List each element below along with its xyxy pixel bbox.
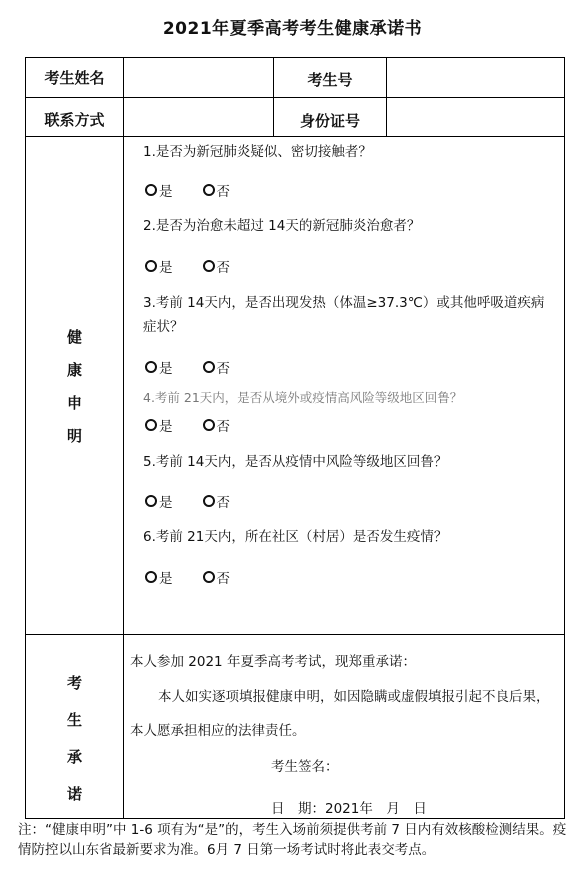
question-6: 6.考前 21天内，所在社区（村居）是否发生疫情？ — [143, 529, 448, 545]
question-2-options — [145, 256, 230, 276]
name-label: 考生姓名 — [44, 69, 105, 87]
q4-yes-option[interactable] — [145, 415, 173, 435]
radio-icon[interactable] — [145, 419, 157, 431]
option-label: 否 — [216, 361, 230, 377]
radio-icon[interactable] — [145, 571, 157, 583]
q6-yes-option[interactable] — [145, 567, 173, 587]
q1-yes-option[interactable] — [145, 180, 173, 200]
id-number-label: 身份证号 — [299, 111, 360, 130]
label-char: 健 — [66, 328, 82, 346]
radio-icon[interactable] — [145, 361, 157, 373]
table-border-bottom — [25, 818, 564, 819]
option-label: 否 — [216, 260, 230, 276]
label-char: 承 — [66, 748, 82, 766]
contact-label: 联系方式 — [44, 110, 105, 129]
date-line: 日 期：2021年 月 日 — [271, 801, 427, 817]
radio-icon[interactable] — [203, 361, 215, 373]
question-1: 1.是否为新冠肺炎疑似、密切接触者？ — [143, 144, 372, 160]
pledge-intro: 本人参加 2021 年夏季高考考试，现郑重承诺： — [130, 654, 416, 670]
label-char: 明 — [66, 427, 82, 445]
q2-yes-option[interactable] — [145, 256, 173, 276]
question-3: 3.考前 14天内，是否出现发热（体温≥37.3℃）或其他呼吸道疾病 — [143, 295, 545, 311]
question-3-options — [145, 357, 230, 377]
table-border-right — [564, 57, 565, 819]
option-label: 是 — [159, 361, 173, 377]
option-label: 否 — [216, 571, 230, 587]
question-4: 4.考前 21天内，是否从境外或疫情高风险等级地区回鲁？ — [143, 390, 463, 405]
q4-no-option[interactable] — [203, 415, 231, 435]
option-label: 否 — [216, 184, 230, 200]
contact-field[interactable] — [124, 98, 273, 136]
footnote: 注：“健康申明”中 1-6 项有为“是”的，考生入场前须提供考前 7 日内有效核酸检测结果。疫情防控以山东省最新要求为准。6月 7 日第一场考试时将此表交考点。 — [18, 822, 567, 858]
option-label: 否 — [216, 495, 230, 511]
q3-yes-option[interactable] — [145, 357, 173, 377]
question-3-continued: 症状？ — [143, 319, 184, 335]
radio-icon[interactable] — [145, 495, 157, 507]
radio-icon[interactable] — [203, 184, 215, 196]
health-declaration-label — [26, 326, 123, 446]
signature-label: 考生签名： — [271, 759, 339, 775]
option-label: 是 — [159, 184, 173, 200]
question-2: 2.是否为治愈未超过 14天的新冠肺炎治愈者？ — [143, 218, 421, 234]
q5-yes-option[interactable] — [145, 491, 173, 511]
option-label: 是 — [159, 571, 173, 587]
option-label: 否 — [216, 419, 230, 435]
label-char: 申 — [66, 394, 82, 412]
q1-no-option[interactable] — [203, 180, 231, 200]
radio-icon[interactable] — [145, 184, 157, 196]
table-rule — [25, 634, 564, 635]
q3-no-option[interactable] — [203, 357, 231, 377]
question-5: 5.考前 14天内，是否从疫情中风险等级地区回鲁？ — [143, 454, 448, 470]
question-6-options — [145, 567, 230, 587]
option-label: 是 — [159, 419, 173, 435]
option-label: 是 — [159, 495, 173, 511]
radio-icon[interactable] — [203, 571, 215, 583]
pledge-label — [26, 672, 123, 804]
radio-icon[interactable] — [145, 260, 157, 272]
radio-icon[interactable] — [203, 419, 215, 431]
q6-no-option[interactable] — [203, 567, 231, 587]
pledge-line-1: 本人如实逐项填报健康申明，如因隐瞒或虚假填报引起不良后果， — [158, 689, 550, 705]
question-1-options — [145, 180, 230, 200]
label-char: 考 — [66, 674, 82, 692]
q5-no-option[interactable] — [203, 491, 231, 511]
question-4-options — [145, 415, 230, 435]
radio-icon[interactable] — [203, 495, 215, 507]
table-column-divider — [123, 57, 124, 819]
exam-number-label: 考生号 — [307, 71, 353, 89]
q2-no-option[interactable] — [203, 256, 231, 276]
label-char: 康 — [66, 361, 82, 379]
label-char: 生 — [66, 711, 82, 729]
page-title: 2021年夏季高考考生健康承诺书 — [162, 19, 423, 39]
question-5-options — [145, 491, 230, 511]
name-field[interactable] — [124, 58, 273, 97]
id-number-field[interactable] — [387, 98, 564, 136]
signature-field[interactable] — [345, 752, 525, 772]
exam-number-field[interactable] — [387, 58, 564, 97]
radio-icon[interactable] — [203, 260, 215, 272]
label-char: 诺 — [66, 785, 82, 803]
pledge-line-2: 本人愿承担相应的法律责任。 — [130, 723, 306, 739]
option-label: 是 — [159, 260, 173, 276]
